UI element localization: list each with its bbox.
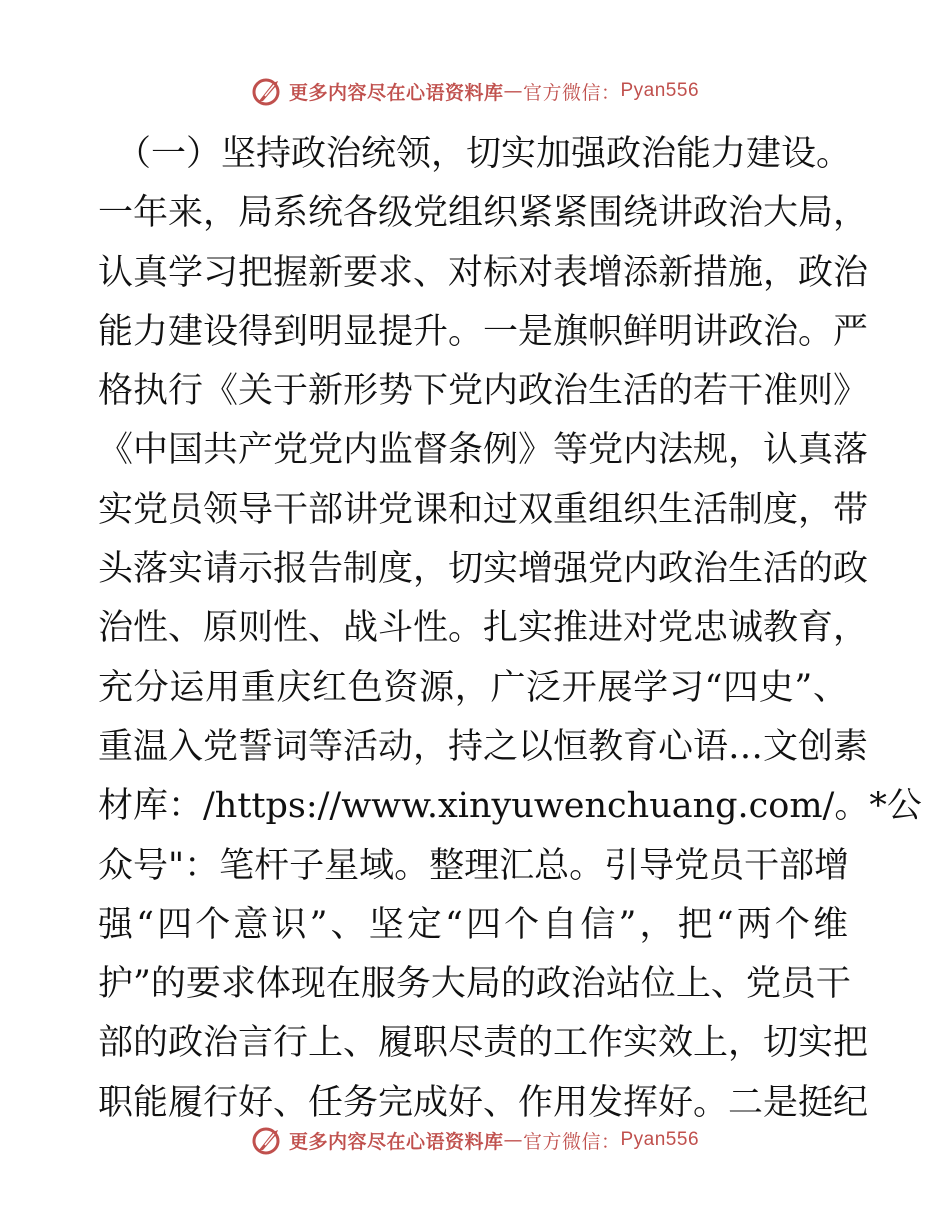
body-line: 实党员领导干部讲党课和过双重组织生活制度，带 [98, 489, 869, 530]
banner-separator: — [503, 1129, 523, 1151]
body-line: 格执行《关于新形势下党内政治生活的若干准则》 [98, 371, 869, 412]
banner-wechat-id: Pyan556 [620, 1129, 700, 1150]
banner-slogan: 更多内容尽在心语资料库 [288, 81, 504, 104]
footer-watermark-banner [0, 1123, 950, 1157]
body-line: 护”的要求体现在服务大局的政治站位上、党员干 [98, 964, 851, 1005]
body-line: 部的政治言行上、履职尽责的工作实效上，切实把 [98, 1023, 869, 1064]
banner-wechat-label: 官方微信： [522, 81, 621, 104]
body-line: 治性、原则性、战斗性。扎实推进对党忠诚教育， [98, 608, 869, 649]
body-line: 强“四个意识”、坚定“四个自信”，把“两个维 [98, 904, 848, 945]
body-line: 材库：/https://www.xinyuwenchuang.com/。*公 [98, 786, 922, 827]
body-line: 《中国共产党党内监督条例》等党内法规，认真落 [98, 430, 869, 471]
body-line: 充分运用重庆红色资源，广泛开展学习“四史”、 [98, 667, 848, 708]
quill-pen-circle-icon [251, 75, 283, 107]
body-line: 认真学习把握新要求、对标对表增添新措施，政治 [98, 252, 869, 293]
body-line: 能力建设得到明显提升。一是旗帜鲜明讲政治。严 [98, 311, 869, 352]
body-line: 重温入党誓词等活动，持之以恒教育心语…文创素 [98, 726, 869, 767]
banner-wechat-id: Pyan556 [620, 80, 700, 101]
banner-separator: — [503, 80, 523, 102]
banner-slogan: 更多内容尽在心语资料库 [288, 1130, 504, 1153]
body-line: 一年来，局系统各级党组织紧紧围绕讲政治大局， [98, 193, 869, 234]
body-line: 众号"：笔杆子星域。整理汇总。引导党员干部增 [98, 845, 850, 886]
body-text [98, 125, 922, 1133]
body-line: 头落实请示报告制度，切实增强党内政治生活的政 [98, 549, 869, 590]
quill-pen-circle-icon [251, 1124, 283, 1156]
header-watermark-banner [0, 74, 950, 108]
body-line: 职能履行好、任务完成好、作用发挥好。二是挺纪 [98, 1082, 869, 1123]
banner-wechat-label: 官方微信： [522, 1130, 621, 1153]
section-heading: （一）坚持政治统领，切实加强政治能力建设。 [116, 134, 852, 174]
